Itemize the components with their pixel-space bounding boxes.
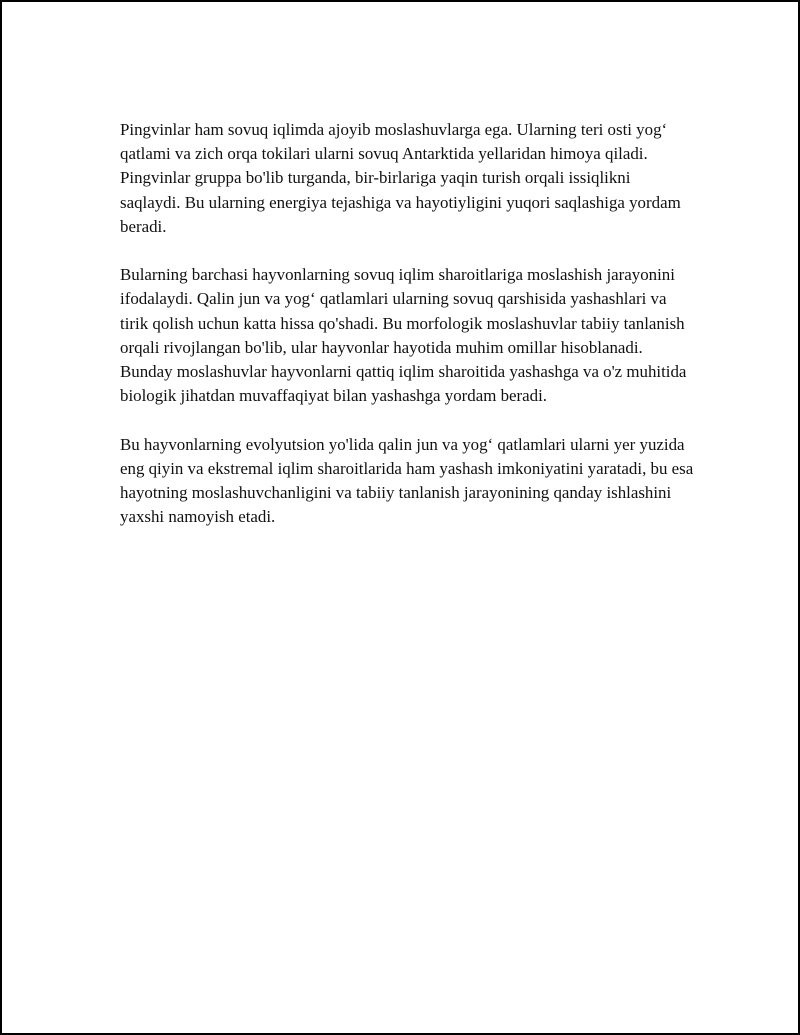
paragraph-3: Bu hayvonlarning evolyutsion yo'lida qalin jun va yog‘ qatlamlari ularni yer yuzida eng qiyin va ekstremal iqlim sharoitlarida ham yashash imkoniyatini yaratadi, bu esa hayotning moslashuvchanligini va tabiiy tanlanish jarayonining qanday ishlashini yaxshi namoyish etadi. — [120, 434, 694, 527]
document-body — [120, 118, 695, 554]
paragraph-1: Pingvinlar ham sovuq iqlimda ajoyib moslashuvlarga ega. Ularning teri osti yog‘ qatlami va zich orqa tokilari ularni sovuq Antarktida yellaridan himoya qiladi. Pingvinlar gruppa bo'lib turganda, bir-birlariga yaqin turish orqali issiqlikni saqlaydi. Bu ularning energiya tejashiga va hayotiyligini yuqori saqlashiga yordam beradi. — [120, 120, 681, 236]
paragraph-2: Bularning barchasi hayvonlarning sovuq iqlim sharoitlariga moslashish jarayonini ifodalaydi. Qalin jun va yog‘ qatlamlari ularning sovuq qarshisida yashashlari va tirik qolish uchun katta hissa qo'shadi. Bu morfologik moslashuvlar tabiiy tanlanish orqali rivojlangan bo'lib, ular hayvonlar hayotida muhim omillar hisoblanadi. Bunday moslashuvlar hayvonlarni qattiq iqlim sharoitida yashashga va o'z muhitida biologik jihatdan muvaffaqiyat bilan yashashga yordam beradi. — [120, 265, 687, 406]
